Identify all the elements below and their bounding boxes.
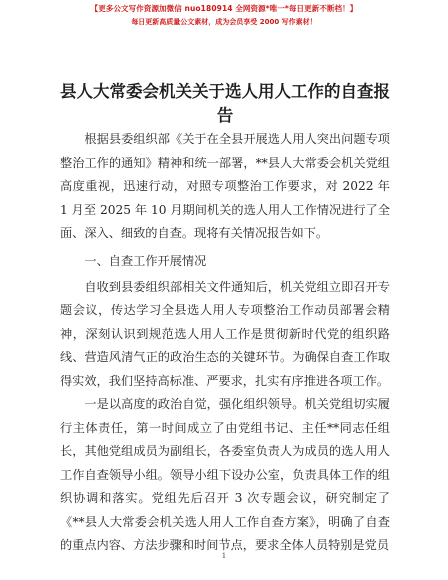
promo-banner — [0, 2, 448, 29]
section-paragraph-2: 一是以高度的政治自觉，强化组织领导。机关党组切实履行主体责任，第一时间成立了由党组书记、主任**同志任组长，其他党组成员为副组长，各委室负责人为成员的选人用人工作自查领导小组。领导小组下设办公室，负责具体工作的组织协调和落实。党组先后召开 3 次专题会议，研究制定了《**县人大常委会机关选人用人工作自查方案》，明确了自查的重点内容、方法步骤和时间节点，要求全体人员特别是党员 — [60, 397, 390, 552]
promo-banner-line2: 每日更新高质量公文素材，成为会员享受 2000 写作素材！ — [131, 18, 317, 26]
section-paragraph-1: 自收到县委组织部相关文件通知后，机关党组立即召开专题会议，传达学习全县选人用人专项整治工作动员部署会精神，深刻认识到规范选人用人工作是贯彻新时代党的组织路线、营造风清气正的政治生态的关键环节。为确保自查工作取得实效，我们坚持高标准、严要求，扎实有序推进各项工作。 — [60, 279, 390, 388]
section-heading: 一、自查工作开展情况 — [84, 253, 207, 268]
promo-banner-line1: 【更多公文写作资源加微信 nuo180914 全网资源*唯一*每日更新不断档！】 — [90, 4, 358, 13]
page-number: 1 — [221, 552, 227, 560]
document-body — [60, 128, 390, 558]
intro-paragraph: 根据县委组织部《关于在全县开展选人用人突出问题专项整治工作的通知》精神和统一部署，**县人大常委会机关党组高度重视，迅速行动，对照专项整治工作要求，对 2022 年 1 月至 2025 年 10 月期间机关的选人用人工作情况进行了全面、深入、细致的自查。现将有关情况报告如下。 — [60, 132, 390, 240]
document-title: 县人大常委会机关关于选人用人工作的自查报告 — [60, 82, 390, 125]
